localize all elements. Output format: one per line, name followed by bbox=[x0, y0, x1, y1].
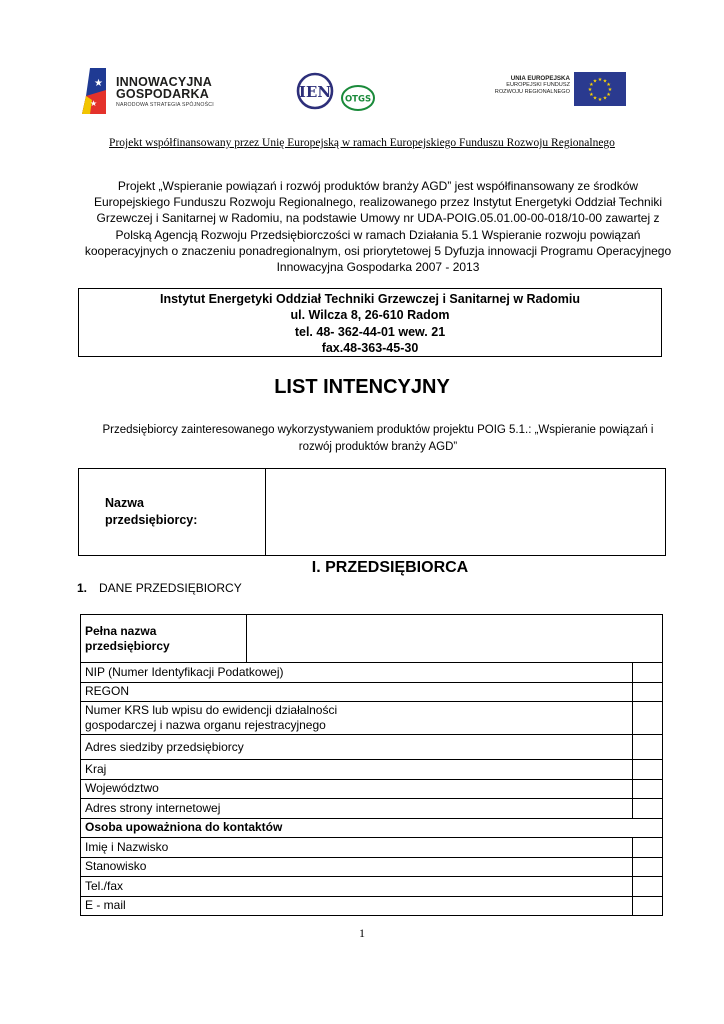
innowacyjna-logo-tagline: NARODOWA STRATEGIA SPÓJNOŚCI bbox=[116, 102, 214, 108]
page-number: 1 bbox=[359, 926, 365, 940]
eu-star-icon: ★ bbox=[602, 78, 608, 85]
subtitle-line: Przedsiębiorcy zainteresowanego wykorzystywaniem produktów projektu POIG 5.1.: „Wspieranie powiązań i bbox=[102, 424, 654, 436]
innowacyjna-logo-line2: GOSPODARKA bbox=[116, 87, 209, 101]
document-subtitle bbox=[84, 422, 672, 455]
innowacyjna-logo-line1: INNOWACYJNA bbox=[116, 75, 212, 89]
full-name-field[interactable] bbox=[247, 615, 663, 663]
contact-person-header: Osoba upoważniona do kontaktów bbox=[81, 818, 663, 838]
email-label: E - mail bbox=[81, 896, 633, 916]
krs-label-line2: gospodarczej i nazwa organu rejestracyjnego bbox=[85, 718, 326, 732]
telfax-field[interactable] bbox=[633, 877, 663, 897]
project-intro bbox=[84, 178, 672, 275]
institute-tel: tel. 48- 362-44-01 wew. 21 bbox=[294, 324, 446, 339]
eu-logo-line3: ROZWOJU REGIONALNEGO bbox=[494, 89, 570, 95]
krs-label bbox=[81, 702, 633, 735]
voivodeship-label: Województwo bbox=[81, 779, 633, 799]
eu-star-icon: ★ bbox=[592, 78, 598, 85]
section-title: I. PRZEDSIĘBIORCA bbox=[311, 559, 469, 576]
ien-emblem-icon bbox=[296, 72, 336, 112]
website-field[interactable] bbox=[633, 799, 663, 819]
institute-address: ul. Wilcza 8, 26-610 Radom bbox=[290, 308, 450, 323]
position-field[interactable] bbox=[633, 857, 663, 877]
svg-text:★: ★ bbox=[94, 78, 103, 89]
eu-logo-line1: UNIA EUROPEJSKA bbox=[510, 75, 570, 82]
full-name-label: Pełna nazwa przedsiębiorcy bbox=[81, 615, 247, 663]
document-title: LIST INTENCYJNY bbox=[274, 376, 450, 398]
eu-star-icon: ★ bbox=[606, 82, 611, 88]
eu-star-icon: ★ bbox=[592, 95, 598, 102]
address-label: Adres siedziby przedsiębiorcy bbox=[81, 735, 633, 760]
company-name-table bbox=[78, 468, 666, 556]
country-label: Kraj bbox=[81, 760, 633, 780]
krs-label-line1: Numer KRS lub wpisu do ewidencji działalności bbox=[85, 703, 338, 717]
eu-star-icon: ★ bbox=[607, 87, 613, 93]
innowacyjna-gospodarka-emblem-icon bbox=[76, 66, 112, 116]
eu-star-icon: ★ bbox=[589, 92, 594, 98]
institute-name: Instytut Energetyki Oddział Techniki Grzewczej i Sanitarnej w Radomiu bbox=[159, 292, 580, 306]
nip-field[interactable] bbox=[633, 663, 663, 683]
eu-star-icon: ★ bbox=[597, 97, 603, 103]
intro-line: Innowacyjna Gospodarka 2007 - 2013 bbox=[276, 260, 480, 275]
company-name-label-line2: przedsiębiorcy: bbox=[105, 513, 198, 527]
address-field[interactable] bbox=[633, 735, 663, 760]
website-label: Adres strony internetowej bbox=[81, 799, 633, 819]
innowacyjna-gospodarka-logo bbox=[76, 66, 236, 116]
country-field[interactable] bbox=[633, 760, 663, 780]
subsection-number: 1. bbox=[77, 581, 88, 595]
company-name-label-line1: Nazwa bbox=[105, 496, 144, 510]
regon-label: REGON bbox=[81, 682, 633, 702]
intro-line: Grzewczej i Sanitarnej w Radomiu, na podstawie Umowy nr UDA-POIG.05.01.00-00-018/10-00 zawartej z bbox=[96, 211, 660, 226]
position-label: Stanowisko bbox=[81, 857, 633, 877]
intro-line: Polską Agencją Rozwoju Przedsiębiorczości w ramach Działania 5.1 Wspieranie rozwoju powiązań bbox=[115, 227, 641, 242]
subsection-label: DANE PRZEDSIĘBIORCY bbox=[99, 581, 242, 595]
contact-name-field[interactable] bbox=[633, 838, 663, 858]
otgs-logo-text: OTGS bbox=[344, 94, 372, 105]
intro-line: Europejskiego Funduszu Rozwoju Regionalnego, realizowanego przez Instytut Energetyki Oddział Techniki bbox=[93, 195, 663, 210]
otgs-logo bbox=[340, 84, 376, 117]
voivodeship-field[interactable] bbox=[633, 779, 663, 799]
eu-flag-icon bbox=[574, 72, 626, 106]
eu-logo bbox=[480, 68, 626, 108]
krs-field[interactable] bbox=[633, 702, 663, 735]
subsection-heading bbox=[77, 581, 242, 595]
nip-label: NIP (Numer Identyfikacji Podatkowej) bbox=[81, 663, 633, 683]
otgs-emblem-icon bbox=[340, 84, 376, 112]
eu-star-icon: ★ bbox=[602, 95, 608, 102]
contact-name-label: Imię i Nazwisko bbox=[81, 838, 633, 858]
email-field[interactable] bbox=[633, 896, 663, 916]
telfax-label: Tel./fax bbox=[81, 877, 633, 897]
institute-info-box bbox=[78, 288, 662, 357]
svg-text:★: ★ bbox=[90, 99, 98, 108]
eu-star-icon: ★ bbox=[606, 92, 611, 98]
company-name-label bbox=[79, 469, 266, 556]
intro-line: Projekt „Wspieranie powiązań i rozwój produktów branży AGD” jest współfinansowany ze środków bbox=[117, 179, 639, 193]
company-data-table bbox=[80, 614, 663, 916]
ien-logo-text: IEN bbox=[298, 83, 332, 101]
eu-logo-line2: EUROPEJSKI FUNDUSZ bbox=[506, 82, 570, 88]
institute-fax: fax.48-363-45-30 bbox=[321, 341, 419, 356]
cofinancing-note: Projekt współfinansowany przez Unię Europejską w ramach Europejskiego Funduszu Rozwoju Regionalnego bbox=[109, 137, 615, 149]
company-name-field[interactable] bbox=[266, 469, 666, 556]
eu-star-icon: ★ bbox=[597, 77, 603, 83]
regon-field[interactable] bbox=[633, 682, 663, 702]
eu-star-icon: ★ bbox=[589, 82, 594, 88]
eu-star-icon: ★ bbox=[587, 87, 593, 93]
ien-logo bbox=[296, 72, 336, 117]
intro-line: kooperacyjnych o znaczeniu ponadregionalnym, osi priorytetowej 5 Dyfuzja innowacji Programu Operacyjnego bbox=[84, 243, 672, 258]
subtitle-line: rozwój produktów branży AGD” bbox=[298, 440, 458, 453]
